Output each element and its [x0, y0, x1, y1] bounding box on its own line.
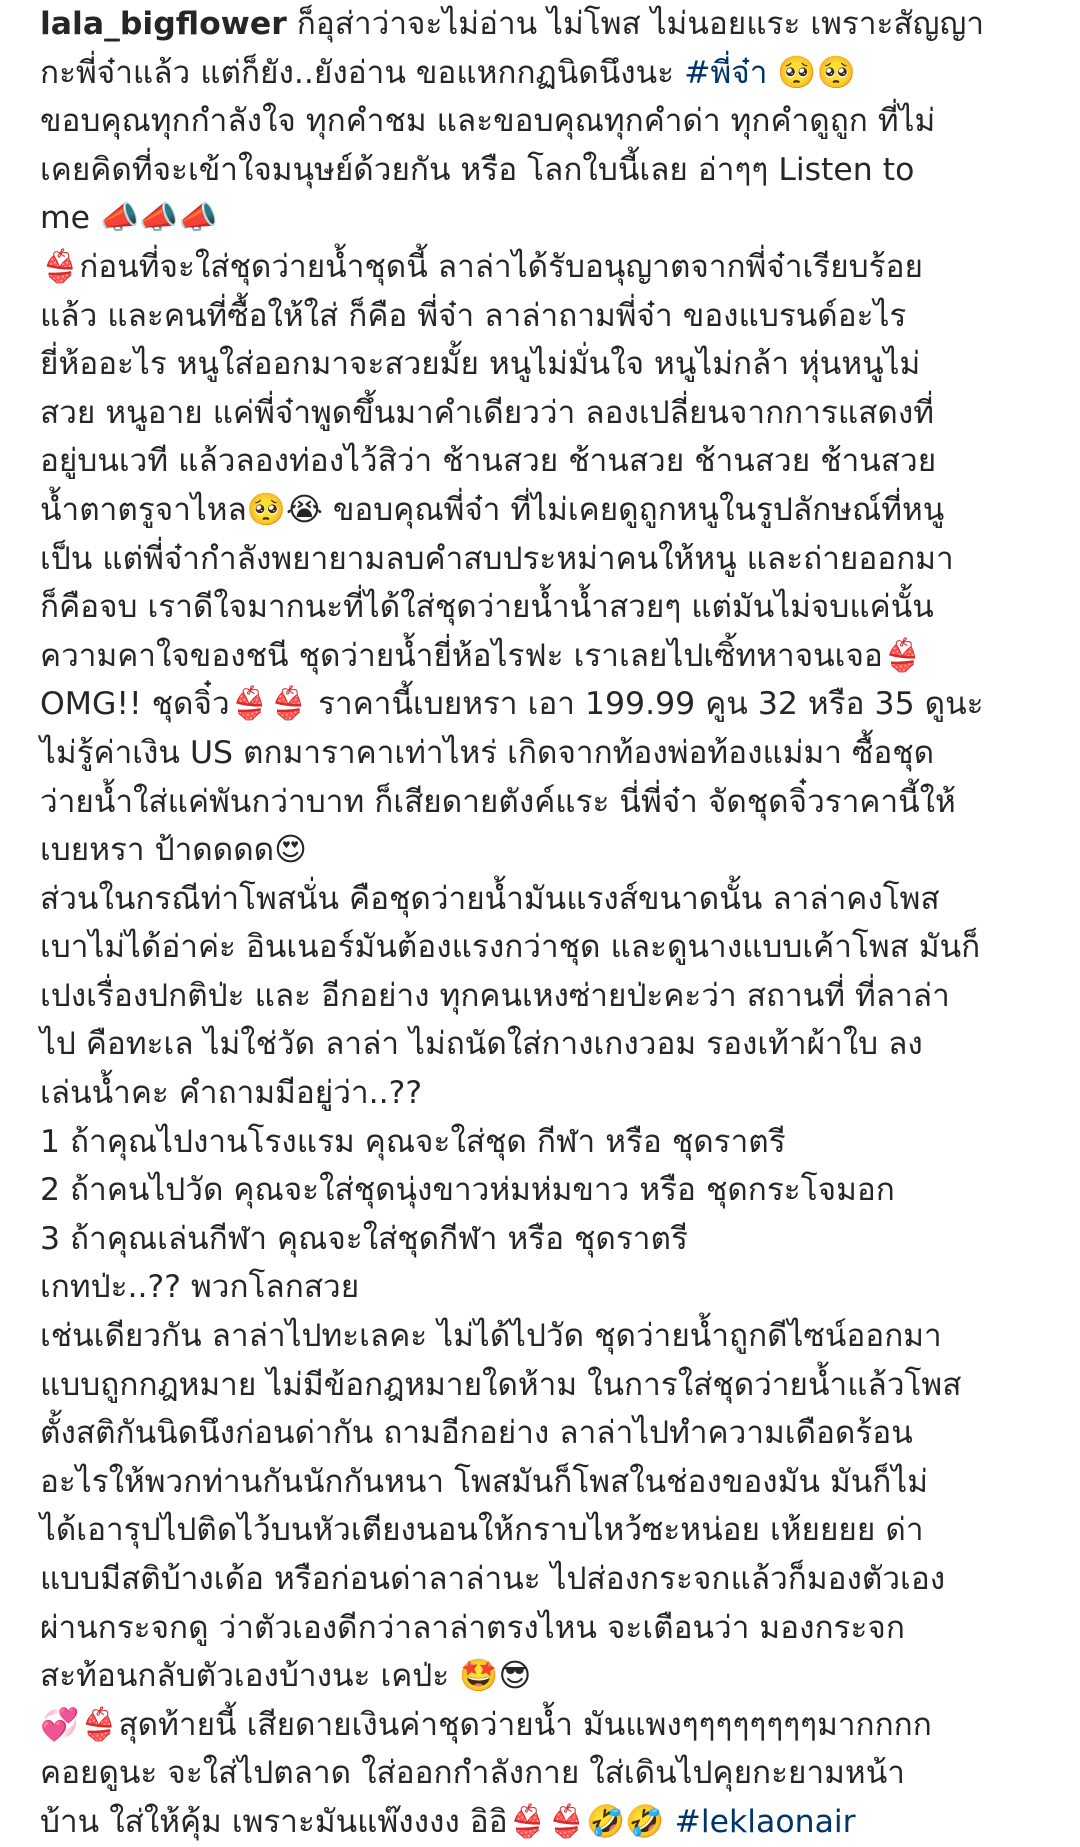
hashtag-link-pijah[interactable]: #พี่จ๋า	[684, 54, 768, 91]
hashtag-link-leklaonair[interactable]: #leklaonair	[674, 1803, 856, 1840]
username-link[interactable]: lala_bigflower	[40, 6, 287, 42]
post-caption	[40, 0, 1050, 1847]
caption-text: 🥺🥺 ขอบคุณทุกกำลังใจ ทุกคำชม และขอบคุณทุกคำด่า ทุกคำดูถูก ที่ไม่ เคยคิดที่จะเข้าใจมนุษย์ด้วยกัน หรือ โลกใบนี้เลย อ่าๆๆ Listen to me 📣📣📣 👙ก่อนที่จะใส่ชุดว่ายน้ำชุดนี้ ลาล่าได้รับอนุญาตจากพี่จ๋าเรียบร้อย แล้ว และคนที่ซื้อให้ใส่ ก็คือ พี่จ๋า ลาล่าถามพี่จ๋า ของแบรนด์อะไร ยี่ห้ออะไร หนูใส่ออกมาจะสวยมั้ย หนูไม่มั่นใจ หนูไม่กล้า หุ่นหนูไม่ สวย หนูอาย แค่พี่จ๋าพูดขึ้นมาคำเดียวว่า ลองเปลี่ยนจากการแสดงที่ อยู่บนเวที แล้วลองท่องไว้สิว่า ช้านสวย ช้านสวย ช้านสวย ช้านสวย น้ำตาตรูจาไหล🥺😭 ขอบคุณพี่จ๋า ที่ไม่เคยดูถูกหนูในรูปลักษณ์ที่หนู เป็น แต่พี่จ๋ากำลังพยายามลบคำสบประหม่าคนให้หนู และถ่ายออกมา ก็คือจบ เราดีใจมากนะที่ได้ใส่ชุดว่ายน้ำน้ำสวยๆ แต่มันไม่จบแค่นั้น ความคาใจของชนี ชุดว่ายน้ำยี่ห้อไรฟะ เราเลยไปเซิ้ทหาจนเจอ👙 OMG!! ชุดจิ๋ว👙👙 ราคานี้เบยหรา เอา 199.99 คูน 32 หรือ 35 ดูนะ ไม่รู้ค่าเงิน US ตกมาราคาเท่าไหร่ เกิดจากท้องพ่อท้องแม่มา ซื้อชุด ว่ายน้ำใส่แค่พันกว่าบาท ก็เสียดายตังค์แระ นี่พี่จ๋า จัดชุดจิ๋วราคานี้ให้ เบยหรา ป้าดดดด😍 ส่วนในกรณีท่าโพสนั่น คือชุดว่ายน้ำมันแรงส์ขนาดนั้น ลาล่าคงโพส เบาไม่ได้อ่าค่ะ อินเนอร์มันต้องแรงกว่าชุด และดูนางแบบเค้าโพส มันก็ เปงเรื่องปกติป่ะ และ อีกอย่าง ทุกคนเหงซ่ายป่ะคะว่า สถานที่ ที่ลาล่า ไป คือทะเล ไม่ใช่วัด ลาล่า ไม่ถนัดใส่กางเกงวอม รองเท้าผ้าใบ ลง เล่นน้ำคะ คำถามมีอยู่ว่า..?? 1 ถ้าคุณไปงานโรงแรม คุณจะใส่ชุด กีฬา หรือ ชุดราตรี 2 ถ้าคนไปวัด คุณจะใส่ชุดนุ่งขาวห่มห่มขาว หรือ ชุดกระโจมอก 3 ถ้าคุณเล่นกีฬา คุณจะใส่ชุดกีฬา หรือ ชุดราตรี เกทป่ะ..?? พวกโลกสวย เช่นเดียวกัน ลาล่าไปทะเลคะ ไม่ได้ไปวัด ชุดว่ายน้ำถูกดีไซน์ออกมา แบบถูกกฎหมาย ไม่มีข้อกฎหมายใดห้าม ในการใส่ชุดว่ายน้ำแล้วโพส ตั้งสติกันนิดนึงก่อนด่ากัน ถามอีกอย่าง ลาล่าไปทำความเดือดร้อน อะไรให้พวกท่านกันนักกันหนา โพสมันก็โพสในช่องของมัน มันก็ไม่ ได้เอารุปไปติดไว้บนหัวเตียงนอนให้กราบไหว้ซะหน่อย เห้ยยยย ด่า แบบมีสติบ้างเด้อ หรือก่อนด่าลาล่านะ ไปส่องกระจกแล้วก็มองตัวเอง ผ่านกระจกดู ว่าตัวเองดีกว่าลาล่าตรงไหน จะเตือนว่า มองกระจก สะท้อนกลับตัวเองบ้างนะ เคป่ะ 🤩😎 💞👙สุดท้ายนี้ เสียดายเงินค่าชุดว่ายน้ำ มันแพงๆๆๆๆๆๆๆๆมากกกก คอยดูนะ จะใส่ไปตลาด ใส่ออกกำลังกาย ใส่เดินไปคุยกะยามหน้า บ้าน ใส่ให้คุ้ม เพราะมันแพ๊งงงง อิอิ👙👙🤣🤣	[40, 54, 984, 1840]
caption-text: ก็อุส่าว่าจะไม่อ่าน ไม่โพส ไม่นอยแระ เพราะสัญญา กะพี่จ๋าแล้ว แต่ก็ยัง..ยังอ่าน ขอแหกกฏนิดนึงนะ	[40, 6, 985, 91]
